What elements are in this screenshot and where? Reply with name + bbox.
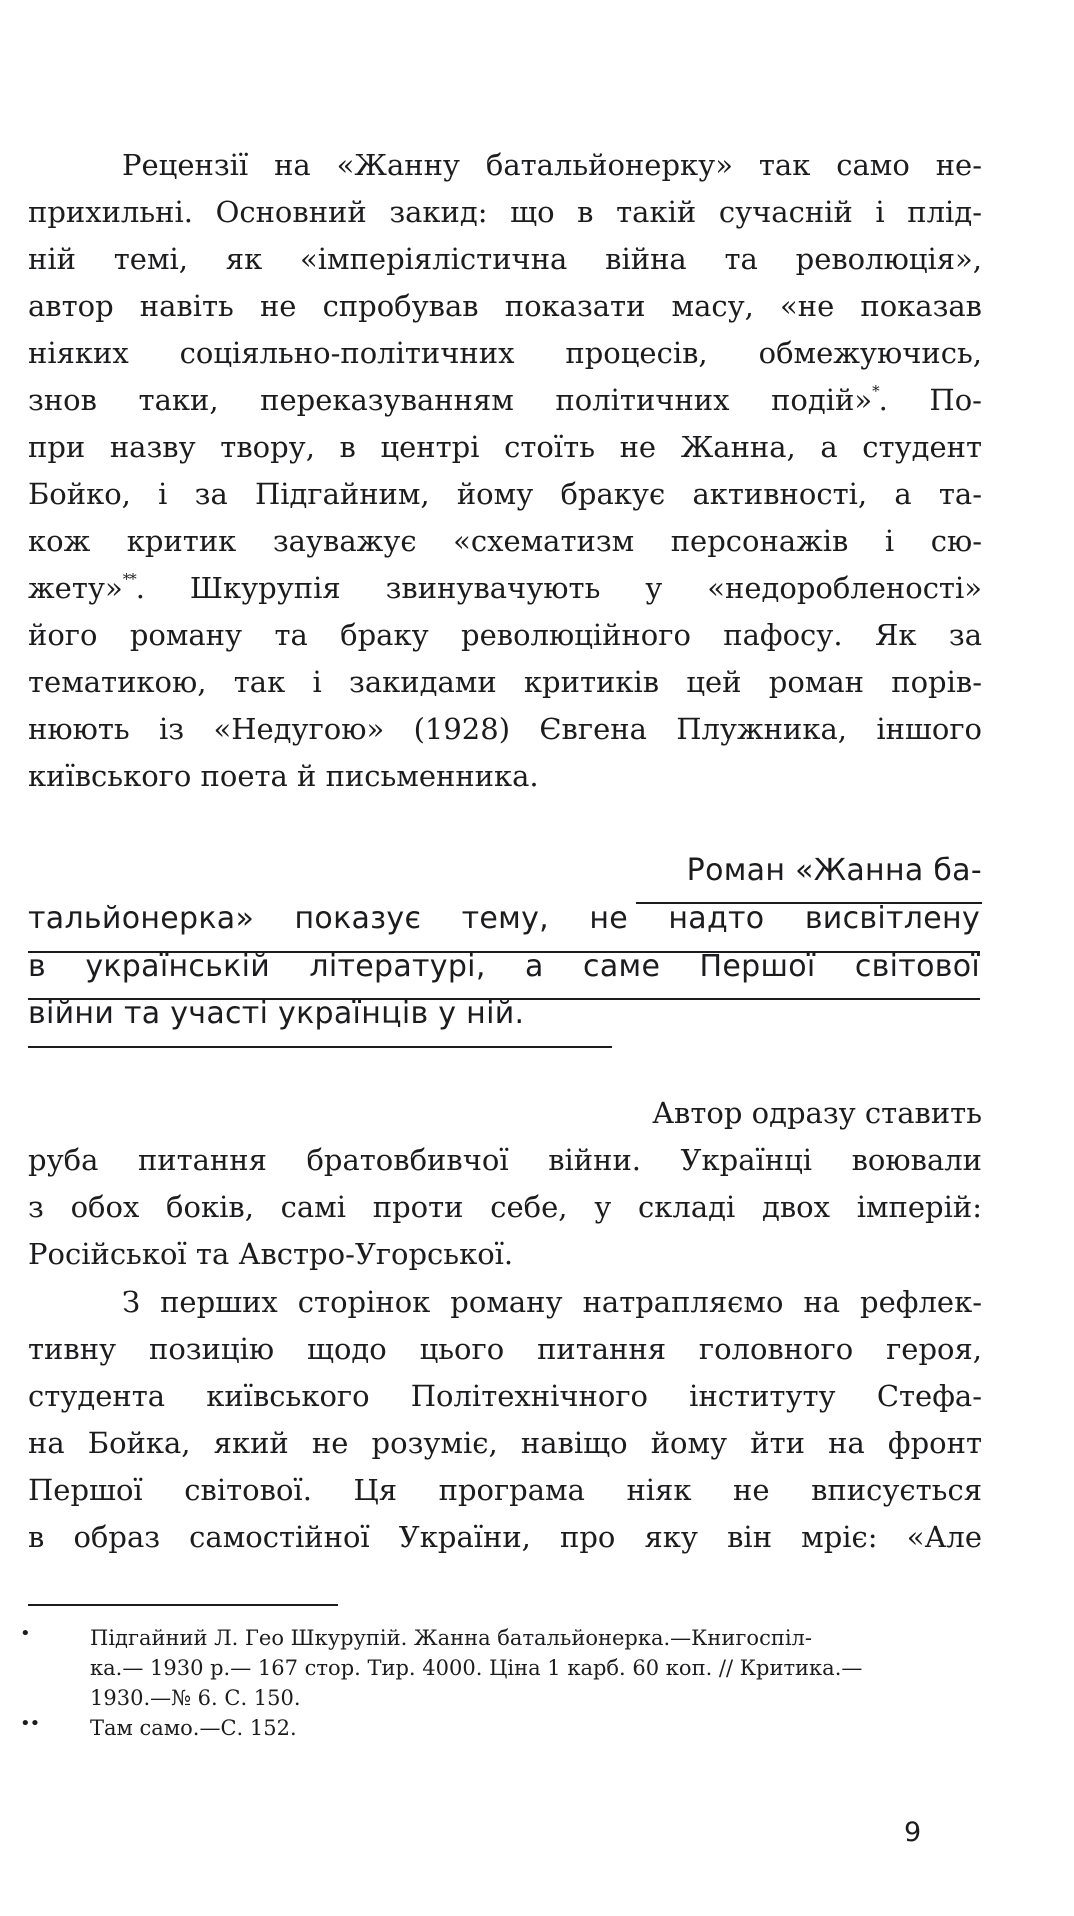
text-line: київського поета й письменника. [28,759,539,793]
footnote-mark-2: •• [20,1713,40,1734]
text-line: З перших сторінок роману натрапляємо на рефлек- [122,1285,982,1319]
text-segment: . По- [878,383,982,417]
page-number: 9 [904,1817,922,1848]
text-line: з обох боків, самі проти себе, у складі двох імперій: [28,1190,982,1224]
footnote-line: 1930.—№ 6. С. 150. [90,1686,301,1710]
text-line [28,377,982,424]
text-line: ній темі, як «імперіялістична війна та революція», [28,242,982,276]
text-line: тематикою, так і закидами критиків цей роман порів- [28,665,982,699]
text-line: його роману та браку революційного пафосу. Як за [28,618,982,652]
footnote-divider [28,1604,338,1606]
text-line: автор навіть не спробував показати масу, «не показав [28,289,982,323]
text-line: тивну позицію щодо цього питання головного героя, [28,1332,982,1366]
text-line: студента київського Політехнічного інституту Стефа- [28,1379,982,1413]
footnote-line: ка.— 1930 р.— 167 стор. Тир. 4000. Ціна 1 карб. 60 коп. // Критика.— [90,1656,863,1680]
footnote-ref-1[interactable]: * [872,382,879,400]
footnote-ref-2[interactable]: ** [122,570,136,588]
text-line: Першої світової. Ця програма ніяк не вписується [28,1473,982,1507]
footnote-line: Підгайний Л. Гео Шкурупій. Жанна батальйонерка.—Книгоспіл- [90,1626,812,1650]
text-line: ніяких соціяльно-політичних процесів, обмежуючись, [28,336,982,370]
text-line: на Бойка, який не розуміє, навіщо йому йти на фронт [28,1426,982,1460]
text-line [28,565,982,612]
footnote-line: Там само.—С. 152. [90,1716,297,1740]
text-line: руба питання братовбивчої війни. Українці воювали [28,1143,982,1177]
text-line: Рецензії на «Жанну батальйонерку» так само не- [122,148,982,182]
text-line: Автор одразу ставить [652,1096,982,1130]
text-line: при назву твору, в центрі стоїть не Жанна, а студент [28,430,982,464]
text-line: кож критик зауважує «схематизм персонажів і сю- [28,524,982,558]
pull-quote-line: війни та участі українців у ній. [28,996,525,1031]
text-line: прихильні. Основний закид: що в такій сучасній і плід- [28,195,982,229]
text-segment: . Шкурупія звинувачують у «недоробленості» [135,571,982,605]
pull-quote-underline [28,1046,612,1048]
text-line: в образ самостійної України, про яку він мріє: «Але [28,1520,982,1554]
text-line: Бойко, і за Підгайним, йому бракує активності, а та- [28,477,982,511]
pull-quote-line: тальйонерка» показує тему, не надто висвітлену [28,901,980,936]
text-segment: знов таки, переказуванням політичних подій» [28,383,873,417]
text-line: нюють із «Недугою» (1928) Євгена Плужника, іншого [28,712,982,746]
footnote-mark-1: • [20,1623,30,1644]
text-line: Російської та Австро-Угорської. [28,1237,514,1271]
pull-quote-line: в українській літературі, а саме Першої світової [28,949,980,984]
pull-quote-line: Роман «Жанна ба- [686,853,982,888]
text-segment: жету» [28,571,123,605]
